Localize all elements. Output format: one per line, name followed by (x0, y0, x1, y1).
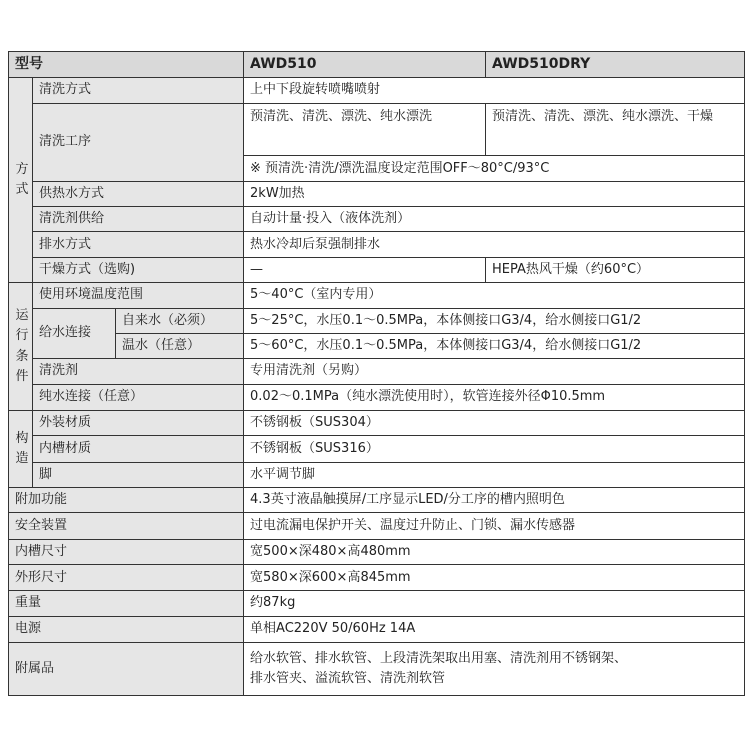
row-label: 干燥方式（选购) (33, 257, 244, 282)
row-value: 宽500×深480×高480mm (244, 539, 745, 564)
row-value: 宽580×深600×高845mm (244, 564, 745, 590)
table-row (9, 78, 745, 103)
row-note: ※ 预清洗·清洗/漂洗温度设定范围OFF～80°C/93°C (244, 156, 745, 181)
row-label: 附加功能 (9, 487, 244, 512)
row-value: 水平调节脚 (244, 462, 745, 487)
table-row (9, 462, 745, 487)
table-row (9, 487, 745, 512)
row-value: 4.3英寸液晶触摸屏/工序显示LED/分工序的槽内照明色 (244, 487, 745, 512)
table-row (9, 539, 745, 564)
row-label: 给水连接 (33, 308, 116, 359)
row-label: 外形尺寸 (9, 564, 244, 590)
table-row (9, 643, 745, 696)
row-value: 0.02～0.1MPa（纯水漂洗使用时），软管连接外径Φ10.5mm (244, 384, 745, 410)
group-operation: 运行条件 (9, 283, 33, 411)
table-row (9, 436, 745, 462)
row-label: 安全装置 (9, 513, 244, 539)
table-row (9, 333, 745, 358)
row-label: 重量 (9, 591, 244, 616)
row-sublabel: 自来水（必须） (116, 308, 244, 333)
row-label: 清洗剂供给 (33, 207, 244, 232)
row-value: — (244, 257, 486, 282)
row-value: 过电流漏电保护开关、温度过升防止、门锁、漏水传感器 (244, 513, 745, 539)
row-value: 上中下段旋转喷嘴喷射 (244, 78, 745, 103)
row-label: 内槽尺寸 (9, 539, 244, 564)
row-label: 清洗方式 (33, 78, 244, 103)
row-label: 清洗剂 (33, 359, 244, 384)
group-structure: 构造 (9, 410, 33, 487)
table-row (9, 103, 745, 156)
row-value: 5～40°C（室内专用） (244, 283, 745, 308)
row-value: 约87kg (244, 591, 745, 616)
row-value: 5～25°C，水压0.1～0.5MPa，本体侧接口G3/4，给水侧接口G1/2 (244, 308, 745, 333)
row-value: 单相AC220V 50/60Hz 14A (244, 616, 745, 642)
row-label: 电源 (9, 616, 244, 642)
row-label: 清洗工序 (33, 103, 244, 181)
table-row (9, 513, 745, 539)
spec-table (8, 51, 745, 696)
row-value (244, 643, 745, 696)
table-row (9, 308, 745, 333)
table-row (9, 591, 745, 616)
row-value: 热水冷却后泵强制排水 (244, 232, 745, 257)
row-label: 附属品 (9, 643, 244, 696)
row-label: 内槽材质 (33, 436, 244, 462)
accessories-line-2: 排水管夹、溢流软管、清洗剂软管 (250, 671, 446, 687)
table-row (9, 616, 745, 642)
row-label: 排水方式 (33, 232, 244, 257)
row-value: HEPA热风干燥（约60°C） (486, 257, 745, 282)
row-sublabel: 温水（任意） (116, 333, 244, 358)
row-value: 自动计量·投入（液体洗剂） (244, 207, 745, 232)
table-row (9, 257, 745, 282)
row-label: 脚 (33, 462, 244, 487)
row-value: 预清洗、清洗、漂洗、纯水漂洗 (244, 103, 486, 156)
table-row (9, 410, 745, 435)
row-value: 5～60°C，水压0.1～0.5MPa，本体侧接口G3/4，给水侧接口G1/2 (244, 333, 745, 358)
row-value: 不锈钢板（SUS316） (244, 436, 745, 462)
row-value: 专用清洗剂（另购） (244, 359, 745, 384)
row-label: 供热水方式 (33, 181, 244, 206)
table-row (9, 181, 745, 206)
table-row (9, 564, 745, 590)
row-label: 纯水连接（任意） (33, 384, 244, 410)
group-method: 方式 (9, 78, 33, 283)
table-row (9, 384, 745, 410)
model-a: AWD510 (244, 52, 486, 78)
row-label: 外装材质 (33, 410, 244, 435)
table-row (9, 359, 745, 384)
model-label: 型号 (9, 52, 244, 78)
model-b: AWD510DRY (486, 52, 745, 78)
row-label: 使用环境温度范围 (33, 283, 244, 308)
table-row (9, 283, 745, 308)
row-value: 2kW加热 (244, 181, 745, 206)
accessories-line-1: 给水软管、排水软管、上段清洗架取出用塞、清洗剂用不锈钢架、 (250, 650, 628, 666)
row-value: 不锈钢板（SUS304） (244, 410, 745, 435)
row-value: 预清洗、清洗、漂洗、纯水漂洗、干燥 (486, 103, 745, 156)
table-row (9, 232, 745, 257)
header-row (9, 52, 745, 78)
table-row (9, 207, 745, 232)
